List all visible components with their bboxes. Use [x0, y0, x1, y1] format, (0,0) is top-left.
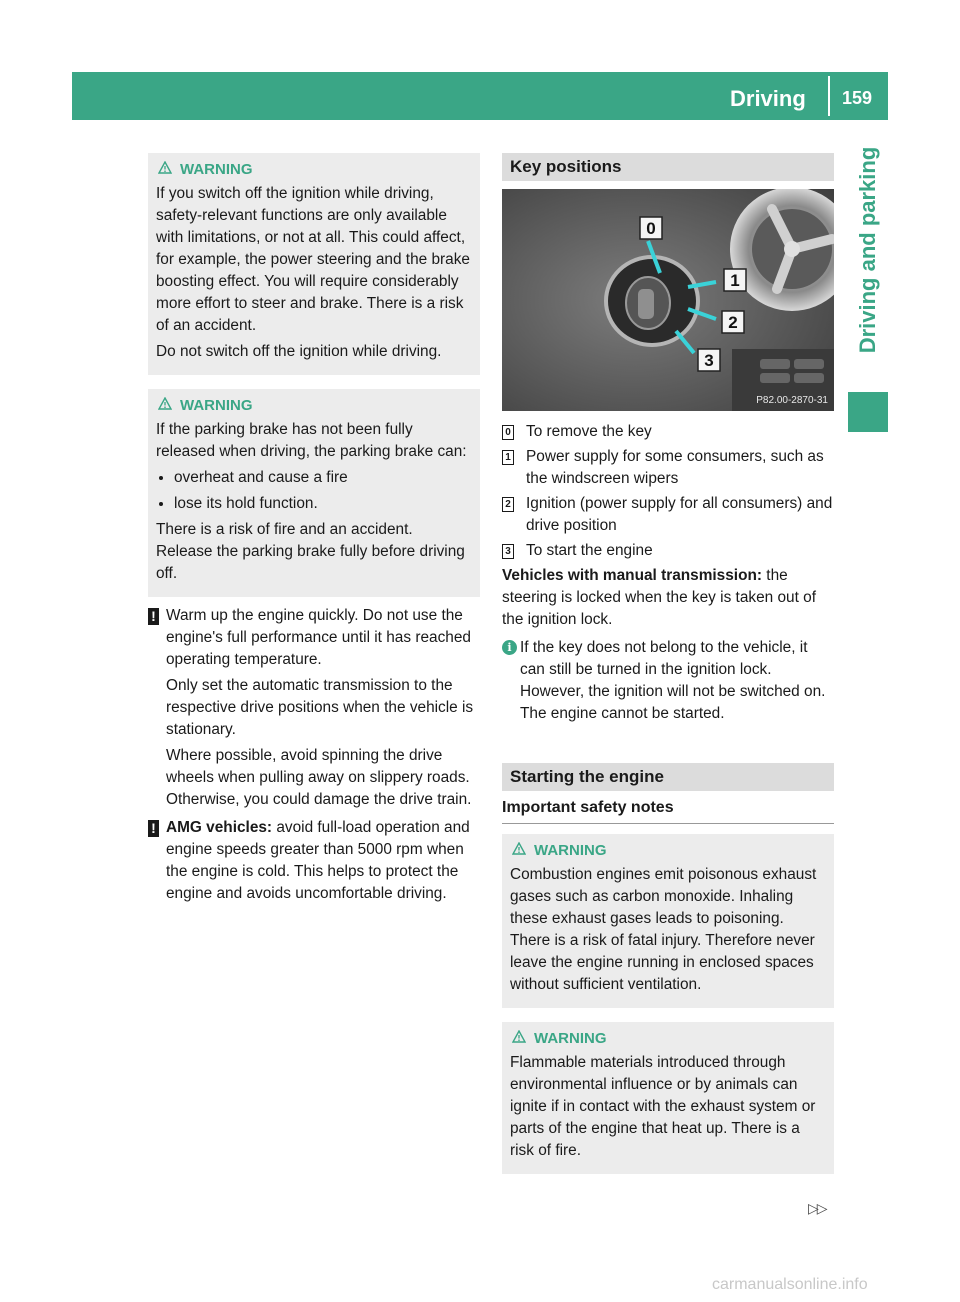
warning-outro: There is a risk of fire and an accident. Release the parking brake fully before driving off. [156, 521, 465, 582]
note-amg [148, 817, 480, 905]
warning-triangle-icon [158, 393, 172, 419]
position-text: To remove the key [526, 423, 652, 440]
side-tab-marker [848, 392, 888, 432]
photo-code: P82.00-2870-31 [756, 395, 828, 406]
warning-box-exhaust [502, 834, 834, 1008]
paragraph-text: the steering is locked when the key is taken out of the ignition lock. [502, 567, 816, 628]
warning-triangle-icon [512, 838, 526, 864]
subheading-safety-notes: Important safety notes [502, 795, 834, 824]
position-text: Ignition (power supply for all consumers) and drive position [526, 495, 833, 534]
manual-transmission-paragraph [502, 565, 834, 631]
position-number-box: 2 [502, 497, 514, 512]
warning-triangle-icon [158, 157, 172, 183]
continue-arrows-icon: ▷▷ [808, 1200, 826, 1216]
position-number-box: 1 [502, 450, 514, 465]
key-position-list [502, 421, 834, 562]
position-text: Power supply for some consumers, such as the windscreen wipers [526, 448, 824, 487]
warning-body: If you switch off the ignition while driving, safety-relevant functions are only available with limitations, or not at all. This could affect, for example, the power steering and the brake boosting effect. You will require considerably more effort to steer and brake. There is a risk of an accident. [156, 185, 470, 334]
warning-title: WARNING [180, 161, 253, 178]
warning-heading [510, 838, 826, 864]
warning-box-flammable [502, 1022, 834, 1174]
position-number-box: 0 [502, 425, 514, 440]
position-text: To start the engine [526, 542, 653, 559]
warning-intro: If the parking brake has not been fully released when driving, the parking brake can: [156, 421, 467, 460]
warning-heading [156, 157, 472, 183]
ignition-lock-photo [502, 189, 834, 411]
warning-box-parking-brake [148, 389, 480, 597]
exclamation-icon: ! [148, 608, 159, 625]
left-column [148, 153, 480, 909]
photo-label-1: 1 [730, 271, 740, 290]
warning-instruction: Do not switch off the ignition while driving. [156, 343, 442, 360]
note-warm-up [148, 605, 480, 811]
side-tab [848, 130, 888, 370]
position-number-box: 3 [502, 544, 514, 559]
right-column [502, 153, 834, 1174]
warning-title: WARNING [180, 397, 253, 414]
info-icon: i [502, 640, 517, 655]
note-text: avoid full-load operation and engine speeds greater than 5000 rpm when the engine is cold. This helps to protect the engine and avoids uncomfortable driving. [166, 819, 470, 902]
side-tab-label: Driving and parking [855, 146, 880, 354]
list-item [502, 493, 834, 537]
warning-body: Combustion engines emit poisonous exhaust gases such as carbon monoxide. Inhaling these exhaust gases leads to poisoning. There is a risk of fatal injury. Therefore never leave the engine running in enclosed spaces without sufficient ventilation. [510, 866, 817, 993]
warning-heading [156, 393, 472, 419]
page-number: 159 [842, 88, 873, 108]
header-divider [828, 76, 830, 116]
note-paragraph: Where possible, avoid spinning the drive wheels when pulling away on slippery roads. Otherwise, you could damage the drive train. [166, 747, 472, 808]
list-item [502, 446, 834, 490]
note-paragraph: Only set the automatic transmission to the respective drive positions when the vehicle is stationary. [166, 677, 474, 738]
list-item: • lose its hold function. [174, 493, 472, 515]
watermark: carmanualsonline.info [712, 1276, 868, 1293]
list-item [502, 540, 834, 562]
chapter-title: Driving [730, 86, 806, 111]
list-item [502, 421, 834, 443]
section-heading-key-positions: Key positions [502, 153, 834, 181]
warning-title: WARNING [534, 1030, 607, 1047]
warning-box-ignition [148, 153, 480, 375]
note-bold-lead: AMG vehicles: [166, 819, 273, 836]
section-heading-starting-engine: Starting the engine [502, 763, 834, 791]
note-paragraph [166, 817, 480, 905]
info-text: If the key does not belong to the vehicle, it can still be turned in the ignition lock. However, the ignition will not be switched on. The engine cannot be started. [520, 639, 826, 722]
photo-label-0: 0 [646, 219, 656, 238]
warning-heading [510, 1026, 826, 1052]
warning-title: WARNING [534, 842, 607, 859]
paragraph-bold-lead: Vehicles with manual transmission: [502, 567, 763, 584]
warning-triangle-icon [512, 1026, 526, 1052]
warning-bullet-list [156, 467, 472, 515]
photo-label-3: 3 [704, 351, 714, 370]
note-paragraph: Warm up the engine quickly. Do not use the engine's full performance until it has reached operating temperature. [166, 607, 471, 668]
info-note [502, 637, 834, 725]
warning-body: Flammable materials introduced through environmental influence or by animals can ignite if in contact with the exhaust system or parts of the engine that heat up. There is a risk of fire. [510, 1054, 816, 1159]
exclamation-icon: ! [148, 820, 159, 837]
list-item: • overheat and cause a fire [174, 467, 472, 489]
photo-label-2: 2 [728, 313, 738, 332]
